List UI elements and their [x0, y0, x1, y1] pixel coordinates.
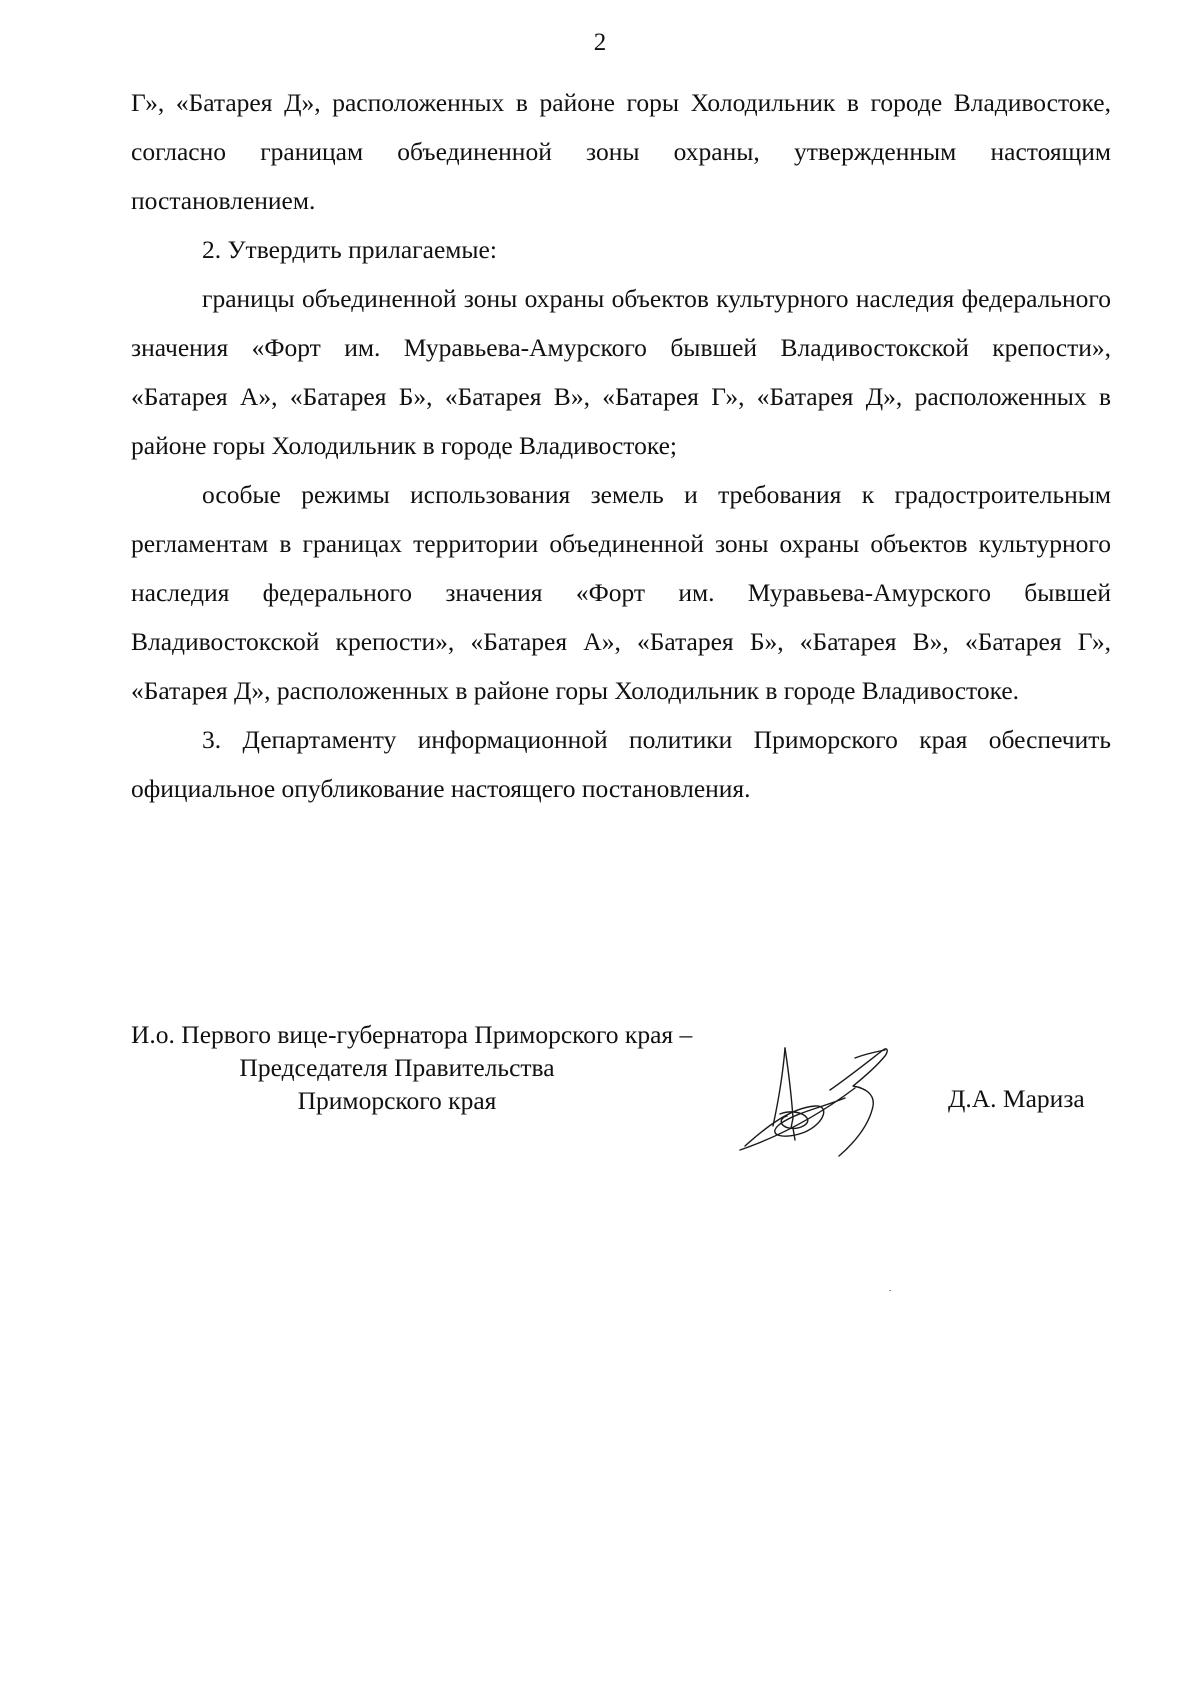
paragraph-continuation: Г», «Батарея Д», расположенных в районе горы Холодильник в городе Владивостоке, согласно границам объединенной зоны охраны, утвержденным настоящим постановлением.	[131, 88, 1111, 215]
paragraph-item-2: 2. Утвердить прилагаемые:	[202, 235, 497, 264]
signatory-position-line-2: Председателя Правительства	[239, 1053, 555, 1082]
signatory-position	[131, 1018, 771, 1117]
handwritten-signature	[735, 1028, 910, 1158]
signatory-name: Д.А. Мариза	[948, 1084, 1085, 1113]
signatory-position-line-3: Приморского края	[297, 1086, 497, 1115]
paragraph-boundaries: границы объединенной зоны охраны объектов культурного наследия федерального значения «Форт им. Муравьева-Амурского бывшей Владивостокской крепости», «Батарея А», «Батарея Б», «Батарея В», «Батарея Г», «Батарея Д», расположенных в районе горы Холодильник в городе Владивостоке;	[131, 284, 1111, 460]
signatory-position-line-1: И.о. Первого вице-губернатора Приморского края –	[131, 1020, 693, 1049]
document-body	[131, 78, 1111, 813]
paragraph-special-regimes: особые режимы использования земель и требования к градостроительным регламентам в границах территории объединенной зоны охраны объектов культурного наследия федерального значения «Форт им. Муравьева-Амурского бывшей Владивостокской крепости», «Батарея А», «Батарея Б», «Батарея В», «Батарея Г», «Батарея Д», расположенных в районе горы Холодильник в городе Владивостоке.	[131, 480, 1111, 705]
scan-speck	[889, 1290, 891, 1291]
paragraph-item-3: 3. Департаменту информационной политики Приморского края обеспечить официальное опубликование настоящего постановления.	[131, 725, 1111, 803]
page-number: 2	[593, 29, 607, 56]
